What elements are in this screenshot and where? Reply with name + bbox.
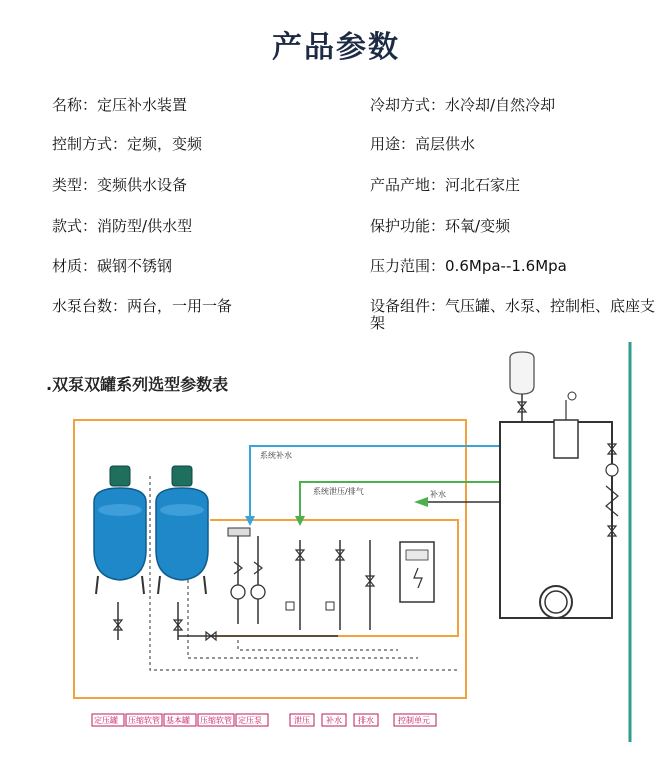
param-value: 碳钢不锈钢 bbox=[97, 257, 173, 275]
system-diagram-svg bbox=[38, 340, 638, 750]
relief-valve-icon bbox=[568, 392, 576, 400]
pump-icon bbox=[606, 464, 618, 476]
param-label: 控制方式： bbox=[52, 135, 128, 153]
makeup-arrow-icon bbox=[414, 497, 428, 507]
bottom-label: 定压罐 bbox=[94, 716, 118, 725]
param-usage bbox=[370, 136, 475, 153]
param-value: 水冷却/自然冷却 bbox=[445, 96, 556, 114]
param-value: 变频供水设备 bbox=[97, 176, 188, 194]
param-value: 0.6Mpa--1.6Mpa bbox=[445, 257, 567, 275]
param-label: 水泵台数： bbox=[52, 297, 128, 315]
param-label: 款式： bbox=[52, 217, 98, 235]
param-label: 保护功能： bbox=[370, 217, 446, 235]
param-label: 产品产地： bbox=[370, 176, 446, 194]
check-valve-icon bbox=[606, 486, 618, 516]
param-style bbox=[52, 218, 192, 235]
param-material bbox=[52, 258, 172, 275]
diagram-title: .双泵双罐系列选型参数表 bbox=[46, 375, 229, 394]
dashed-line bbox=[238, 640, 398, 650]
param-value: 气压罐、水泵、控制柜、底座支架 bbox=[370, 297, 656, 332]
param-value: 两台，一用一备 bbox=[127, 297, 233, 315]
param-label: 用途： bbox=[370, 135, 416, 153]
bottom-label: 定压泵 bbox=[238, 716, 262, 725]
pump-icon bbox=[231, 585, 245, 599]
meter-icon bbox=[326, 602, 334, 610]
param-name bbox=[52, 97, 187, 114]
page-title: 产品参数 bbox=[272, 30, 400, 65]
system-diagram bbox=[38, 340, 638, 750]
param-label: 冷却方式： bbox=[370, 96, 446, 114]
bottom-label: 补水 bbox=[326, 716, 342, 725]
bottom-label: 控制单元 bbox=[398, 716, 430, 725]
pump-icon bbox=[251, 585, 265, 599]
bottom-label: 排水 bbox=[358, 716, 374, 725]
param-cooling bbox=[370, 97, 555, 114]
cabinet-screen bbox=[406, 550, 428, 560]
param-label: 材质： bbox=[52, 257, 98, 275]
bottom-label: 压缩软管 bbox=[200, 716, 232, 725]
param-pressure-range bbox=[370, 258, 567, 275]
label-system-vent: 系统泄压/排气 bbox=[313, 487, 364, 496]
label-makeup: 补水 bbox=[430, 490, 446, 499]
param-label: 设备组件： bbox=[370, 297, 446, 315]
param-value: 河北石家庄 bbox=[445, 176, 521, 194]
param-components bbox=[370, 298, 670, 332]
manifold bbox=[228, 528, 250, 536]
param-value: 定压补水装置 bbox=[97, 96, 188, 114]
param-label: 压力范围： bbox=[370, 257, 446, 275]
pressure-tank-1 bbox=[94, 466, 146, 594]
param-label: 类型： bbox=[52, 176, 98, 194]
param-origin bbox=[370, 177, 520, 194]
pressure-tank-2 bbox=[156, 466, 208, 594]
param-value: 定频，变频 bbox=[127, 135, 203, 153]
bottom-label: 泄压 bbox=[294, 716, 310, 725]
param-label: 名称： bbox=[52, 96, 98, 114]
bottom-label: 压缩软管 bbox=[128, 716, 160, 725]
label-system-supply: 系统补水 bbox=[260, 451, 292, 460]
param-protection bbox=[370, 218, 510, 235]
meter-icon bbox=[286, 602, 294, 610]
heat-exchanger bbox=[554, 420, 578, 458]
param-value: 消防型/供水型 bbox=[97, 217, 193, 235]
param-control-mode bbox=[52, 136, 202, 153]
param-value: 环氧/变频 bbox=[445, 217, 511, 235]
param-type bbox=[52, 177, 187, 194]
expansion-tank bbox=[510, 352, 534, 422]
dashed-line bbox=[188, 580, 418, 658]
param-pump-count bbox=[52, 298, 232, 315]
param-value: 高层供水 bbox=[415, 135, 476, 153]
bottom-label: 基本罐 bbox=[166, 716, 190, 725]
